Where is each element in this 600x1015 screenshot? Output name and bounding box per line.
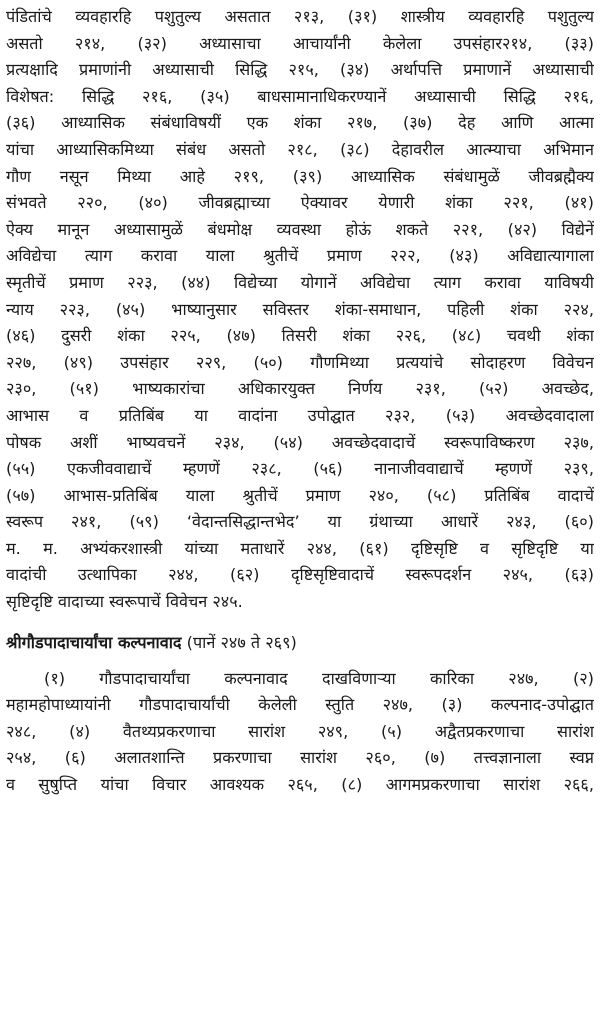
text-line: (५५) एकजीववाद्याचें म्हणणें २३८, (५६) नानाजीववाद्याचें म्हणणें २३९, bbox=[6, 459, 594, 479]
heading-page-range: (पानें २४७ ते २६९) bbox=[186, 632, 297, 652]
section-2-text bbox=[6, 666, 594, 799]
text-line: (१) गौडपादाचार्यांचा कल्पनावाद दाखविणाऱ्या कारिका २४७, (२) bbox=[44, 668, 594, 688]
text-line: पंडितांचे व्यवहारहि पशुतुल्य असतात २१३, (३१) शास्त्रीय व्यवहारहि पशुतुल्य bbox=[6, 7, 594, 26]
text-line: २३०, (५१) भाष्यकारांचा अधिकारयुक्त निर्णय २३१, (५२) अवच्छेद, bbox=[6, 379, 594, 399]
heading-title: श्रीगौडपादाचार्यांचा कल्पनावाद bbox=[6, 632, 182, 652]
text-line: (५७) आभास-प्रतिबिंब याला श्रुतीचें प्रमाण २४०, (५८) प्रतिबिंब वादाचें bbox=[6, 485, 594, 505]
text-line: अविद्येचा त्याग करावा याला श्रुतीचें प्रमाण २२२, (४३) अविद्यात्यागाला bbox=[6, 246, 594, 266]
text-line: यांचा आध्यासिकमिथ्या संबंध असतो २१८, (३८) देहावरील आत्म्याचा अभिमान bbox=[6, 139, 594, 159]
text-line: २२७, (४९) उपसंहार २२९, (५०) गौणमिथ्या प्रत्ययांचे सोदाहरण विवेचन bbox=[6, 352, 594, 372]
text-line: वादांची उत्थापिका २४४, (६२) दृष्टिसृष्टिवादाचें स्वरूपदर्शन २४५, (६३) bbox=[6, 565, 594, 585]
section-1-text bbox=[6, 4, 594, 616]
text-line: स्वरूप २४१, (५९) ‘वेदान्तसिद्धान्तभेद’ या ग्रंथाच्या आधारें २४३, (६०) bbox=[6, 512, 594, 532]
text-line: व सुषुप्ति यांचा विचार आवश्यक २६५, (८) आगमप्रकरणाचा सारांश २६६, bbox=[6, 775, 594, 795]
text-line: न्याय २२३, (४५) भाष्यानुसार सविस्तर शंका-समाधान, पहिली शंका २२४, bbox=[6, 299, 594, 319]
text-line: स्मृतीचें प्रमाण २२३, (४४) विद्येच्या योगानें अविद्येचा त्याग करावा याविषयी bbox=[6, 272, 594, 292]
text-line: ऐक्य मानून अध्यासामुळें बंधमोक्ष व्यवस्था होऊं शकते २२१, (४२) विद्येनें bbox=[6, 219, 594, 239]
text-line: विशेषत: सिद्धि २१६, (३५) बाधसामानाधिकरण्यानें अध्यासाची सिद्धि २१६, bbox=[6, 86, 594, 106]
text-line: २४८, (४) वैतथ्यप्रकरणाचा सारांश २४९, (५) अद्वैतप्रकरणाचा सारांश bbox=[6, 721, 594, 741]
text-line: सृष्टिदृष्टि वादाच्या स्वरूपाचें विवेचन २४५. bbox=[6, 592, 243, 612]
text-line: पोषक अशीं भाष्यवचनें २३४, (५४) अवच्छेदवादाचें स्वरूपाविष्करण २३७, bbox=[6, 432, 594, 452]
text-line: म. म. अभ्यंकरशास्त्री यांच्या मताधारें २४४, (६१) दृष्टिसृष्टि व सृष्टिदृष्टि या bbox=[6, 538, 594, 558]
text-line: संभवते २२०, (४०) जीवब्रह्माच्या ऐक्यावर येणारी शंका २२१, (४१) bbox=[6, 193, 594, 213]
document-page bbox=[6, 4, 594, 799]
section-heading bbox=[6, 628, 594, 658]
text-line: गौण नसून मिथ्या आहे २१९, (३९) आध्यासिक संबंधामुळें जीवब्रह्मैक्य bbox=[6, 166, 594, 186]
text-line: प्रत्यक्षादि प्रमाणांनी अध्यासाची सिद्धि २१५, (३४) अर्थापत्ति प्रमाणानें अध्यासाची bbox=[6, 60, 594, 80]
text-line: आभास व प्रतिबिंब या वादांना उपोद्घात २३२, (५३) अवच्छेदवादाला bbox=[6, 405, 594, 425]
text-line: (३६) आध्यासिक संबंधाविषयीं एक शंका २१७, (३७) देह आणि आत्मा bbox=[6, 113, 594, 133]
text-line: महामहोपाध्यायांनी गौडपादाचार्यांची केलेली स्तुति २४७, (३) कल्पनाद-उपोद्घात bbox=[6, 695, 594, 715]
text-line: (४६) दुसरी शंका २२५, (४७) तिसरी शंका २२६, (४८) चवथी शंका bbox=[6, 326, 594, 346]
text-line: २५४, (६) अलातशान्ति प्रकरणाचा सारांश २६०, (७) तत्त्वज्ञानाला स्वप्न bbox=[6, 748, 594, 768]
text-line: असतो २१४, (३२) अध्यासाचा आचार्यांनी केलेला उपसंहार२१४, (३३) bbox=[6, 33, 594, 53]
